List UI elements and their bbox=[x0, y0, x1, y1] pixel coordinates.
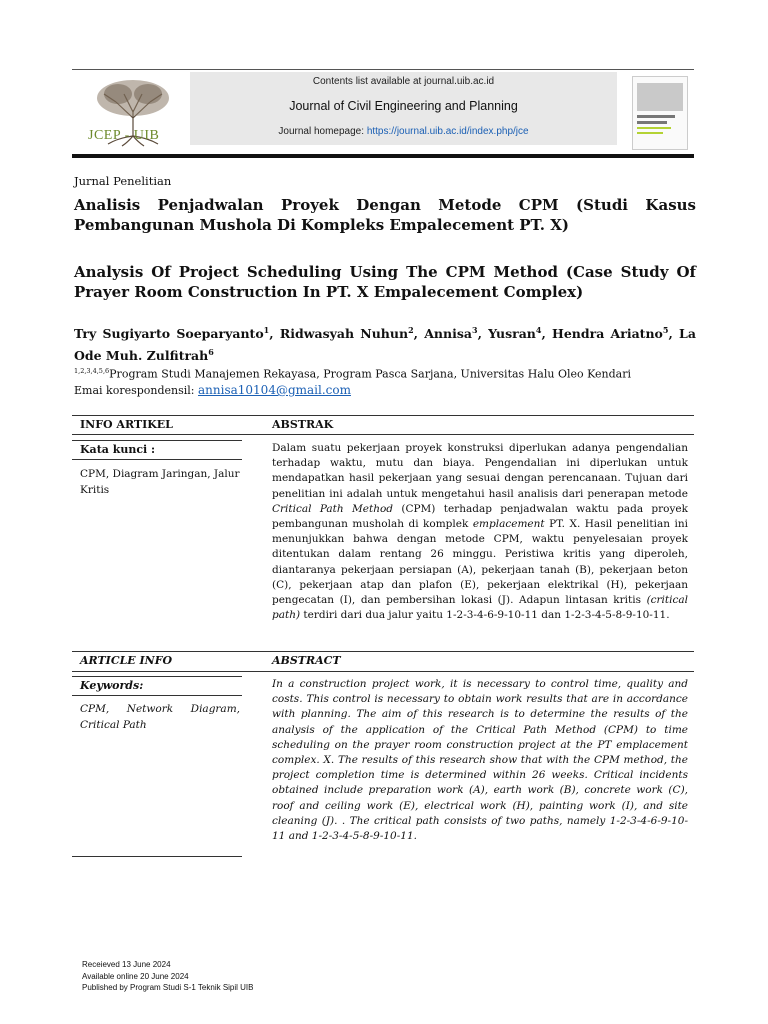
abstrak-label: ABSTRAK bbox=[272, 418, 334, 431]
author-sup: 1 bbox=[263, 325, 270, 335]
info-artikel-label: INFO ARTIKEL bbox=[80, 418, 173, 431]
affiliation bbox=[74, 367, 631, 381]
journal-header-box bbox=[190, 72, 617, 145]
abstract-label: ABSTRACT bbox=[272, 654, 341, 667]
section-rule bbox=[72, 415, 694, 416]
abstract-text: In a construction project work, it is necessary to control time, quality and costs. This control is necessary to obtain work results that are in accordance with planning. The aim of this research is to determine the results of the analysis of the application of the Critical Path Method (CPM) to time scheduling on the prayer room construction project at the PT emplacement complex. X. The results of this research show that with the CPM method, the project completion time is determined within 26 weeks. Critical incidents obtained include preparation work (A), earth work (B), concrete work (C), roof and ceiling work (E), electrical work (H), painting work (I), and site cleaning (J). . The critical path consists of two paths, namely 1-2-3-4-6-9-10-11 and 1-2-3-4-5-8-9-10-11. bbox=[272, 678, 688, 843]
author-name: Yusran bbox=[488, 326, 536, 342]
available-date: Available online 20 June 2024 bbox=[82, 971, 189, 981]
homepage-link[interactable]: https://journal.uib.ac.id/index.php/jce bbox=[366, 126, 529, 137]
abstrak-fragment: terdiri dari dua jalur yaitu 1-2-3-4-6-9-10-11 dan 1-2-3-4-5-8-9-10-11. bbox=[300, 609, 670, 622]
article-info-label: ARTICLE INFO bbox=[80, 654, 173, 667]
abstrak-italic-term: emplacement bbox=[472, 518, 545, 531]
keywords-rule bbox=[72, 440, 242, 441]
title-indonesian: Analisis Penjadwalan Proyek Dengan Metode CPM (Studi Kasus Pembangunan Mushola Di Kompleks Empalecement PT. X) bbox=[74, 196, 696, 234]
keywords-rule bbox=[72, 676, 242, 677]
publisher-line: Published by Program Studi S-1 Teknik Sipil UIB bbox=[82, 983, 254, 992]
correspondence bbox=[74, 383, 351, 397]
abstrak-fragment: PT. X. Hasil penelitian ini menunjukkan bahwa dengan metode CPM, waktu penyelesaian proyek ditentukan dalam rentang 26 minggu. Peristiwa kritis yang diperoleh, diantaranya pekerjaan persiapan (A), pekerjaan tanah (B), pekerjaan beton (C), pekerjaan atap dan plafon (E), pekerjaan elektrikal (H), pekerjaan pengecatan (I), dan pembersihan lokasi (J). Adapun lintasan kritis bbox=[272, 518, 688, 607]
homepage-label: Journal homepage: bbox=[278, 126, 367, 137]
header-top-rule bbox=[72, 69, 694, 70]
journal-logo-text: JCEP - UIB bbox=[88, 128, 160, 143]
keywords-value: CPM, Network Diagram, Critical Path bbox=[80, 703, 240, 731]
author-sup: 4 bbox=[535, 325, 542, 335]
kata-kunci-label: Kata kunci : bbox=[80, 443, 156, 456]
journal-name: Journal of Civil Engineering and Planning bbox=[289, 99, 518, 113]
author-name: Hendra Ariatno bbox=[552, 326, 663, 342]
title-english: Analysis Of Project Scheduling Using The CPM Method (Case Study Of Prayer Room Construction In PT. X Empalecement Complex) bbox=[74, 263, 696, 301]
abstrak-italic-term: Critical Path Method bbox=[272, 502, 394, 515]
journal-cover-thumbnail bbox=[632, 76, 688, 150]
author-name: Try Sugiyarto Soeparyanto bbox=[74, 326, 264, 342]
keywords-rule bbox=[72, 856, 242, 857]
homepage-line bbox=[190, 126, 617, 137]
author-list: Try Sugiyarto Soeparyanto$^1$, Ridwasyah Nuhun$^2$, Annisa$^3$, Yusran$^4$, Hendra Ariatno$^5$, La Ode Muh. Zulfitrah$^6$ bbox=[74, 325, 696, 364]
keywords-rule bbox=[72, 459, 242, 460]
section-rule bbox=[72, 434, 694, 435]
received-date: Receieved 13 June 2024 bbox=[82, 960, 171, 969]
author-name: Annisa bbox=[424, 326, 472, 342]
author-sup: 6 bbox=[208, 347, 214, 358]
author-name: Ridwasyah Nuhun bbox=[279, 326, 409, 342]
section-rule bbox=[72, 651, 694, 652]
email-label: Emai korespondensil: bbox=[74, 384, 199, 397]
author-sup: 2 bbox=[408, 325, 414, 335]
section-rule bbox=[72, 671, 694, 672]
keywords-rule bbox=[72, 695, 242, 696]
affiliation-text: Program Studi Manajemen Rekayasa, Program Pasca Sarjana, Universitas Halu Oleo Kendari bbox=[109, 367, 632, 381]
abstrak-text bbox=[272, 441, 688, 623]
contents-line: Contents list available at journal.uib.ac.id bbox=[312, 76, 495, 87]
author-sup: 3 bbox=[471, 325, 478, 335]
affiliation-sup: 1,2,3,4,5,6 bbox=[74, 367, 110, 375]
keywords-label: Keywords: bbox=[80, 679, 144, 692]
abstrak-italic-term: (critical path) bbox=[272, 594, 688, 622]
article-history bbox=[82, 959, 254, 994]
header-bottom-rule bbox=[72, 154, 694, 158]
kata-kunci-value: CPM, Diagram Jaringan, Jalur Kritis bbox=[80, 468, 240, 496]
author-sup: 5 bbox=[662, 325, 669, 335]
abstrak-fragment: (CPM) terhadap penjadwalan waktu pada proyek pembangunan musholah di komplek bbox=[272, 502, 688, 531]
abstrak-fragment: Dalam suatu pekerjaan proyek konstruksi diperlukan adanya pengendalian terhadap waktu, mutu dan biaya. Pengendalian ini diperlukan untuk mendapatkan hasil pekerjaan yang sesuai dengan perencanaan. Tujuan dari penelitian ini adalah untuk mengetahui hasil analisis dari penerapan metode bbox=[272, 442, 688, 500]
author-name: La Ode Muh. Zulfitrah bbox=[74, 326, 696, 364]
article-type: Jurnal Penelitian bbox=[74, 174, 172, 188]
email-link[interactable]: annisa10104@gmail.com bbox=[198, 383, 351, 397]
